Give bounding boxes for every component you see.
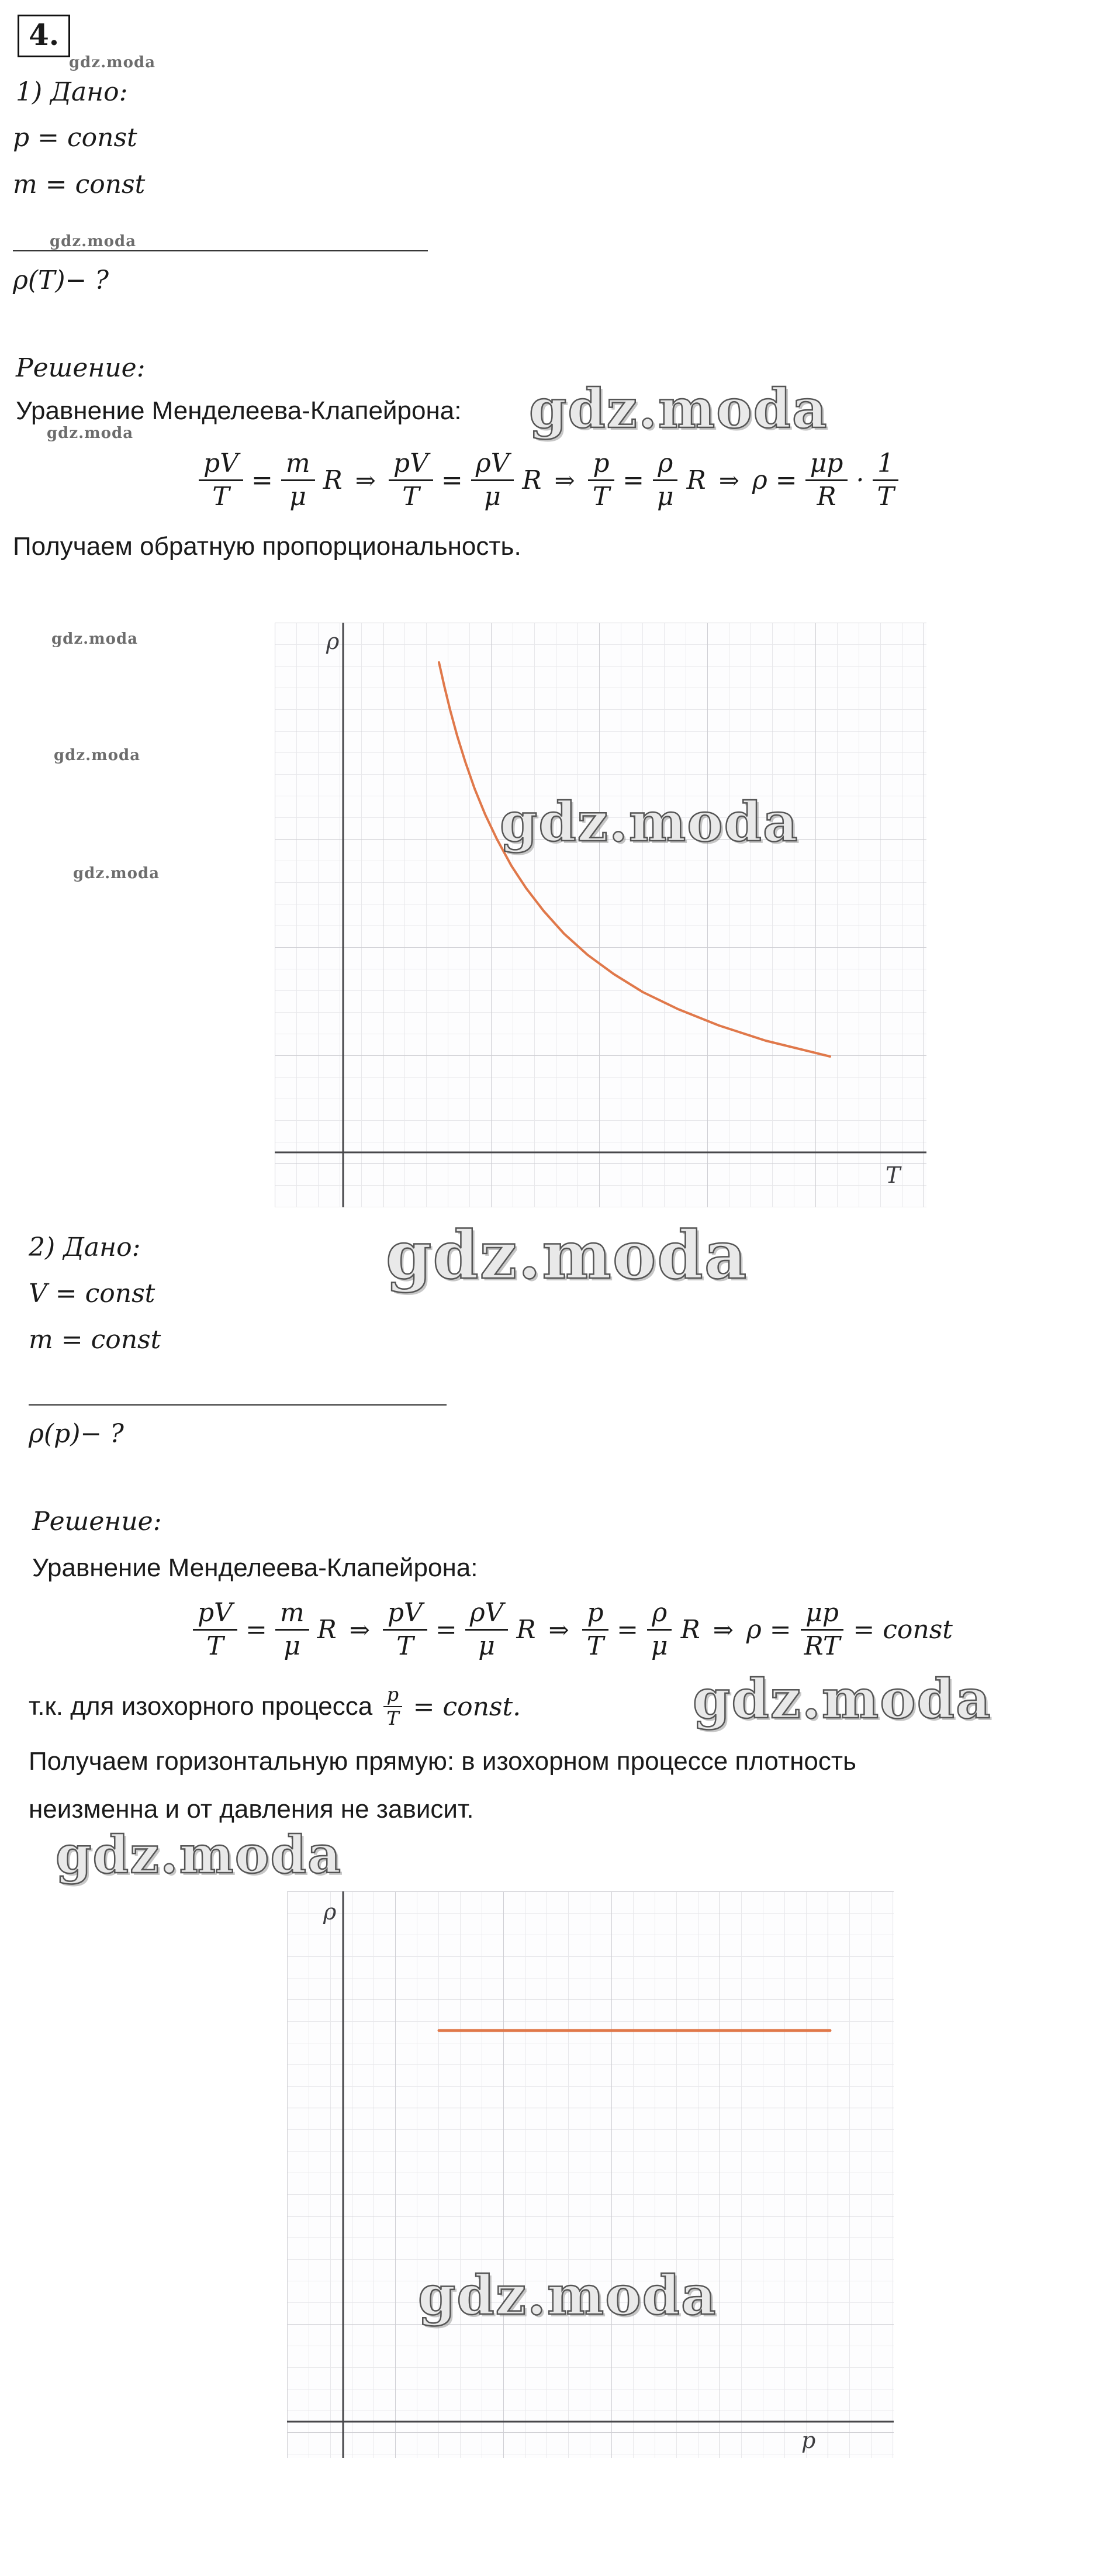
formula-part1 [199,450,899,512]
part2-given-label: 2) Дано: [29,1232,141,1262]
note-prefix: т.к. для изохорного процесса [29,1692,373,1721]
fraction: $\frac{\rho V}{\mu}$ [465,1599,509,1661]
x-axis-label: T [886,1162,901,1188]
math-token: ρ [746,1614,762,1645]
fraction: $\frac{\mu p}{RT}$ [800,1599,845,1661]
fraction: $\frac{p}{T}$ [588,450,614,512]
part1-equation-intro: Уравнение Менделеева-Клапейрона: [16,396,462,425]
watermark-large: gdz.moda [529,377,828,440]
hyperbola-curve [439,662,830,1056]
math-token: R [680,1614,700,1645]
part2-conclusion-line1: Получаем горизонтальную прямую: в изохорном процессе плотность [29,1747,856,1776]
implies-arrow: ⇒ [718,465,739,495]
part1-conclusion: Получаем обратную пропорциональность. [13,532,521,561]
part2-solution-label: Решение: [32,1507,162,1536]
fraction: $\frac{1}{T}$ [872,450,898,512]
graph2-canvas [287,1891,894,2458]
watermark-small: gdz.moda [50,233,137,250]
fraction: $\frac{\rho}{\mu}$ [652,450,679,512]
equals-sign: = [769,1614,791,1645]
fraction: $\frac{p}{T}$ [582,1599,608,1661]
note-suffix: = const. [413,1691,521,1722]
equals-sign: = [617,1614,638,1645]
implies-arrow: ⇒ [548,1615,569,1644]
y-axis-label: ρ [326,629,340,654]
math-token: R [686,465,706,495]
fraction: $\frac{pV}{T}$ [199,450,243,512]
watermark-small: gdz.moda [73,865,160,882]
watermark-small: gdz.moda [54,747,141,764]
watermark-large: gdz.moda [56,1824,343,1885]
equals-sign: = [441,465,463,495]
part2-equation-intro: Уравнение Менделеева-Клапейрона: [32,1553,478,1582]
part2-conclusion-line2: неизменна и от давления не зависит. [29,1795,474,1824]
equals-sign: = [245,1614,267,1645]
watermark-large: gdz.moda [418,2264,717,2327]
part2-separator-line [29,1404,447,1406]
implies-arrow: ⇒ [713,1615,734,1644]
fraction: $\frac{p}{T}$ [383,1684,402,1729]
fraction: $\frac{m}{\mu}$ [275,1599,309,1661]
math-token: R [317,1614,337,1645]
fraction: $\frac{\mu p}{R}$ [805,450,848,512]
equals-sign: = [251,465,273,495]
part1-separator-line [13,250,428,251]
implies-arrow: ⇒ [554,465,575,495]
watermark-large: gdz.moda [386,1217,748,1294]
x-axis-label: p [801,2427,816,2453]
math-token: R [522,465,542,495]
math-token: R [516,1614,536,1645]
part2-note [29,1684,521,1729]
part1-given-m: m = const [13,170,146,199]
equals-sign: = [775,465,797,495]
math-token: R [323,465,343,495]
density-temperature-graph [275,623,926,1207]
fraction: $\frac{\rho V}{\mu}$ [471,450,514,512]
math-token: ρ [752,465,767,495]
implies-arrow: ⇒ [355,465,376,495]
watermark-large: gdz.moda [693,1667,992,1731]
problem-number: 4. [18,15,70,57]
fraction: $\frac{pV}{T}$ [389,450,433,512]
equals-sign: = [623,465,644,495]
fraction: $\frac{pV}{T}$ [193,1599,237,1661]
graph1-canvas [275,623,926,1207]
part1-solution-label: Решение: [16,353,146,383]
watermark-large: gdz.moda [500,790,799,854]
implies-arrow: ⇒ [349,1615,370,1644]
equals-sign: = [435,1614,457,1645]
part2-find: ρ(p)− ? [29,1419,124,1449]
density-pressure-graph [287,1891,894,2458]
fraction: $\frac{pV}{T}$ [383,1599,427,1661]
part1-given-p: p = const [13,123,137,153]
watermark-small: gdz.moda [69,54,156,71]
equals-sign: = [853,1614,875,1645]
part1-find: ρ(T)− ? [13,265,109,295]
part2-given-m: m = const [29,1325,161,1355]
formula-part2 [193,1599,953,1661]
watermark-small: gdz.moda [47,424,134,442]
y-axis-label: ρ [323,1899,337,1925]
fraction: $\frac{\rho}{\mu}$ [646,1599,673,1661]
watermark-small: gdz.moda [51,630,139,648]
multiplication-dot: · [856,465,864,495]
math-token: const [883,1614,953,1645]
part2-given-v: V = const [29,1279,155,1308]
fraction: $\frac{m}{\mu}$ [281,450,315,512]
part1-given-label: 1) Дано: [16,77,128,107]
